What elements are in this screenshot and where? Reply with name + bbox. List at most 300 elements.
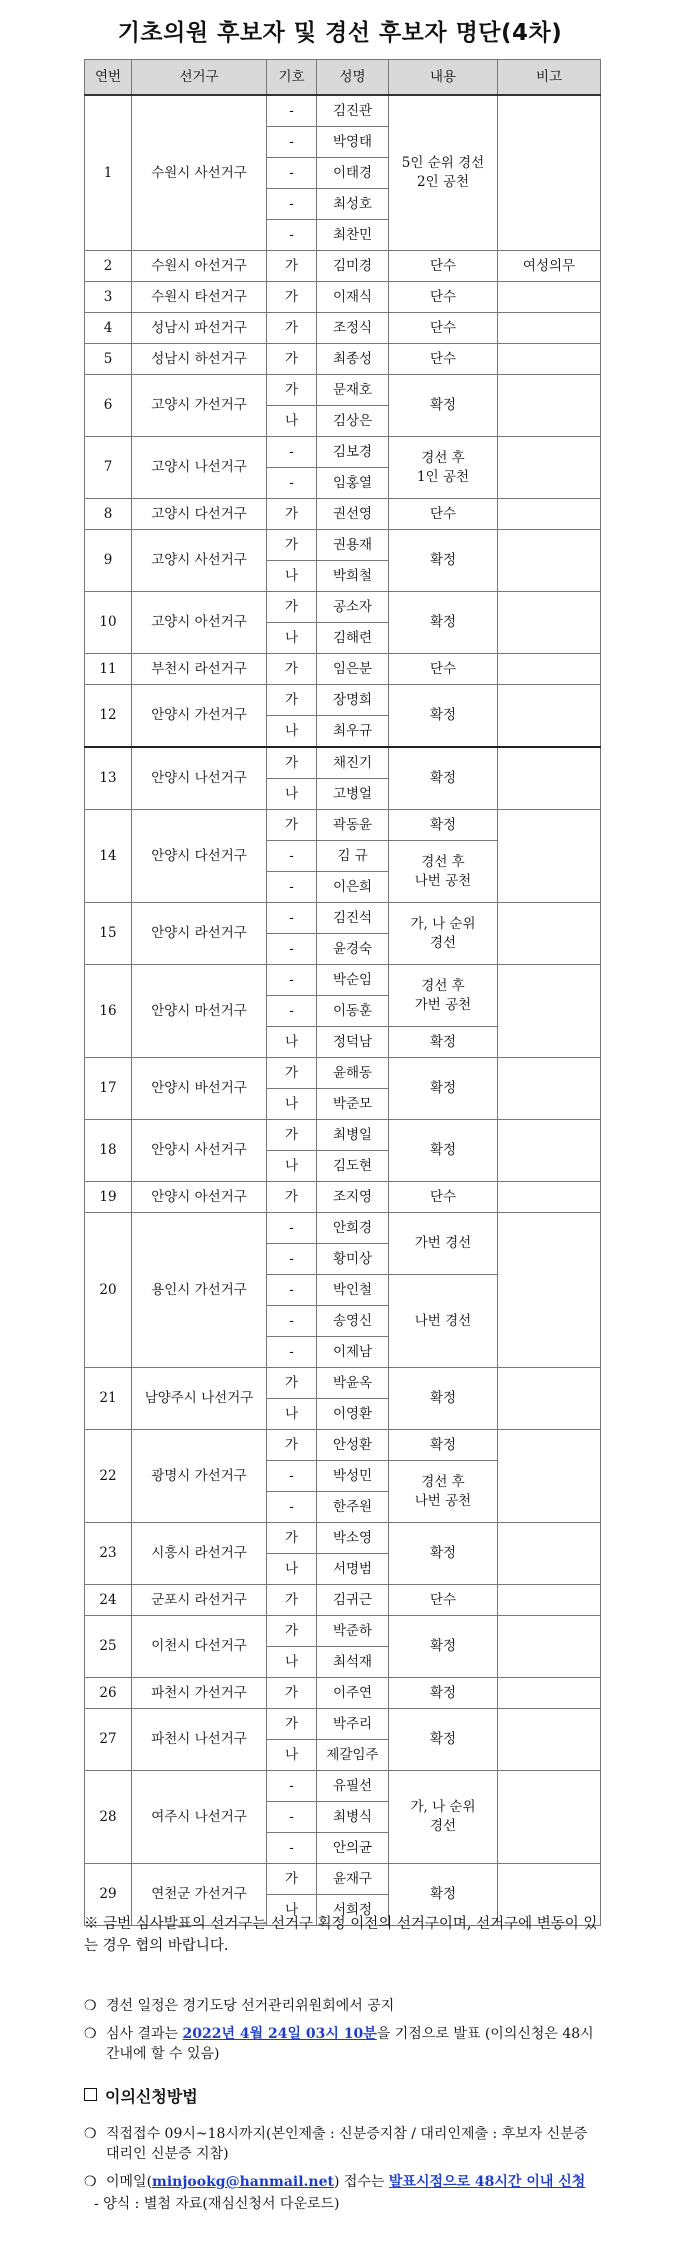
table-row [85, 344, 601, 375]
page-title: 기초의원 후보자 및 경선 후보자 명단(4차) [117, 20, 563, 46]
candidate-name-cell: 박순임 [317, 965, 389, 996]
symbol-cell: 가 [267, 1430, 317, 1461]
candidate-name-cell: 권선영 [317, 499, 389, 530]
district-group [85, 1058, 601, 1120]
district-group [85, 1213, 601, 1368]
header-name: 성명 [317, 60, 389, 96]
symbol-cell: 가 [267, 282, 317, 313]
note-cell [498, 1771, 601, 1864]
symbol-cell: 나 [267, 1647, 317, 1678]
candidate-name-cell: 이태경 [317, 158, 389, 189]
circle-bullet-icon: ❍ [84, 1998, 97, 2014]
candidate-name-cell: 최병일 [317, 1120, 389, 1151]
symbol-cell: - [267, 1306, 317, 1337]
row-number: 15 [85, 903, 132, 965]
note-cell [498, 530, 601, 592]
district-group [85, 344, 601, 375]
symbol-cell: 나 [267, 1740, 317, 1771]
district-cell: 수원시 사선거구 [132, 95, 267, 251]
content-cell: 가, 나 순위 경선 [389, 903, 498, 965]
candidate-name-cell: 이동훈 [317, 996, 389, 1027]
note-cell [498, 592, 601, 654]
table-row [85, 313, 601, 344]
row-number: 21 [85, 1368, 132, 1430]
notice-text: ※ 금번 심사발표의 선거구는 선거구 획정 이전의 선거구이며, 선거구에 변동이 있는 경우 협의 바랍니다. [84, 1916, 598, 1954]
candidate-name-cell: 최찬민 [317, 220, 389, 251]
table-row [85, 685, 601, 716]
note-cell [498, 375, 601, 437]
candidate-name-cell: 안성환 [317, 1430, 389, 1461]
symbol-cell: - [267, 872, 317, 903]
header-symbol: 기호 [267, 60, 317, 96]
content-cell: 나번 경선 [389, 1275, 498, 1368]
note-cell [498, 747, 601, 810]
note-cell [498, 965, 601, 1058]
symbol-cell: 가 [267, 1058, 317, 1089]
note-cell [498, 654, 601, 685]
candidate-name-cell: 임은분 [317, 654, 389, 685]
district-group [85, 1616, 601, 1678]
content-cell: 확정 [389, 592, 498, 654]
district-group [85, 1709, 601, 1771]
candidate-name-cell: 윤해동 [317, 1058, 389, 1089]
symbol-cell: 나 [267, 623, 317, 654]
candidate-name-cell: 안희경 [317, 1213, 389, 1244]
symbol-cell: - [267, 934, 317, 965]
content-cell: 확정 [389, 375, 498, 437]
candidate-table [84, 59, 601, 1926]
row-number: 10 [85, 592, 132, 654]
candidate-name-cell: 최병식 [317, 1802, 389, 1833]
content-cell: 단수 [389, 251, 498, 282]
schedule-text: 경선 일정은 경기도당 선거관리위원회에서 공지 [106, 1998, 395, 2014]
table-row [85, 1771, 601, 1802]
district-group [85, 1430, 601, 1523]
district-group [85, 375, 601, 437]
district-cell: 파천시 가선거구 [132, 1678, 267, 1709]
district-group [85, 251, 601, 282]
candidate-name-cell: 문재호 [317, 375, 389, 406]
symbol-cell: 가 [267, 685, 317, 716]
table-row [85, 1678, 601, 1709]
objection-list [84, 2124, 604, 2222]
row-number: 20 [85, 1213, 132, 1368]
district-cell: 고양시 아선거구 [132, 592, 267, 654]
symbol-cell: - [267, 1833, 317, 1864]
candidate-name-cell: 임홍열 [317, 468, 389, 499]
row-number: 3 [85, 282, 132, 313]
symbol-cell: - [267, 1213, 317, 1244]
list-item [84, 2194, 604, 2214]
district-cell: 광명시 가선거구 [132, 1430, 267, 1523]
row-number: 4 [85, 313, 132, 344]
table-row [85, 1709, 601, 1740]
content-cell: 확정 [389, 1368, 498, 1430]
district-cell: 성남시 하선거구 [132, 344, 267, 375]
row-number: 29 [85, 1864, 132, 1926]
table-row [85, 747, 601, 779]
row-number: 9 [85, 530, 132, 592]
district-cell: 성남시 파선거구 [132, 313, 267, 344]
content-cell: 경선 후 나번 공천 [389, 841, 498, 903]
candidate-name-cell: 박희철 [317, 561, 389, 592]
table-row [85, 654, 601, 685]
square-bullet-icon [84, 2088, 97, 2101]
district-cell: 안양시 나선거구 [132, 747, 267, 810]
announcement-list [84, 1996, 604, 2072]
candidate-name-cell: 박윤옥 [317, 1368, 389, 1399]
table-row [85, 251, 601, 282]
table-row [85, 1058, 601, 1089]
content-cell: 확정 [389, 1523, 498, 1585]
district-group [85, 95, 601, 251]
district-group [85, 530, 601, 592]
objection-title: 이의신청방법 [105, 2087, 198, 2106]
district-cell: 고양시 나선거구 [132, 437, 267, 499]
email-deadline: 발표시점으로 48시간 이내 신청 [388, 2174, 586, 2190]
district-group [85, 1182, 601, 1213]
district-cell: 남양주시 나선거구 [132, 1368, 267, 1430]
candidate-name-cell: 김진관 [317, 95, 389, 127]
symbol-cell: - [267, 965, 317, 996]
row-number: 5 [85, 344, 132, 375]
note-cell [498, 685, 601, 748]
row-number: 26 [85, 1678, 132, 1709]
district-cell: 군포시 라선거구 [132, 1585, 267, 1616]
symbol-cell: 가 [267, 1616, 317, 1647]
header-no: 연번 [85, 60, 132, 96]
symbol-cell: - [267, 437, 317, 468]
content-cell: 확정 [389, 1430, 498, 1461]
content-cell: 단수 [389, 344, 498, 375]
row-number: 16 [85, 965, 132, 1058]
symbol-cell: 가 [267, 1585, 317, 1616]
candidate-name-cell: 김귀근 [317, 1585, 389, 1616]
symbol-cell: 나 [267, 779, 317, 810]
district-cell: 여주시 나선거구 [132, 1771, 267, 1864]
content-cell: 확정 [389, 1058, 498, 1120]
symbol-cell: 가 [267, 251, 317, 282]
symbol-cell: - [267, 220, 317, 251]
symbol-cell: 가 [267, 499, 317, 530]
candidate-name-cell: 장명희 [317, 685, 389, 716]
district-cell: 안양시 라선거구 [132, 903, 267, 965]
note-cell: 여성의무 [498, 251, 601, 282]
note-cell [498, 1585, 601, 1616]
table-row [85, 499, 601, 530]
note-cell [498, 903, 601, 965]
content-cell: 확정 [389, 1864, 498, 1926]
content-cell: 확정 [389, 1120, 498, 1182]
table-row [85, 95, 601, 127]
candidate-name-cell: 박주리 [317, 1709, 389, 1740]
symbol-cell: 나 [267, 406, 317, 437]
note-cell [498, 499, 601, 530]
district-group [85, 437, 601, 499]
table-row [85, 1430, 601, 1461]
table-row [85, 437, 601, 468]
district-cell: 용인시 가선거구 [132, 1213, 267, 1368]
candidate-name-cell: 권용재 [317, 530, 389, 561]
note-cell [498, 95, 601, 251]
content-cell: 확정 [389, 685, 498, 748]
district-cell: 이천시 다선거구 [132, 1616, 267, 1678]
candidate-name-cell: 박준하 [317, 1616, 389, 1647]
content-cell: 경선 후 가번 공천 [389, 965, 498, 1027]
circle-bullet-icon: ❍ [84, 2026, 97, 2042]
symbol-cell: - [267, 903, 317, 934]
district-cell: 연천군 가선거구 [132, 1864, 267, 1926]
header-content: 내용 [389, 60, 498, 96]
header-district: 선거구 [132, 60, 267, 96]
district-group [85, 1523, 601, 1585]
row-number: 24 [85, 1585, 132, 1616]
content-cell: 5인 순위 경선 2인 공천 [389, 95, 498, 251]
symbol-cell: 가 [267, 1523, 317, 1554]
note-cell [498, 1709, 601, 1771]
candidate-name-cell: 박인철 [317, 1275, 389, 1306]
content-cell: 단수 [389, 313, 498, 344]
candidate-name-cell: 이재식 [317, 282, 389, 313]
note-cell [498, 313, 601, 344]
district-cell: 안양시 마선거구 [132, 965, 267, 1058]
form-text: - 양식 : 별첨 자료(재심신청서 다운로드) [94, 2196, 340, 2212]
review-prefix: 심사 결과는 [106, 2026, 183, 2042]
candidate-name-cell: 송영신 [317, 1306, 389, 1337]
table-row [85, 1585, 601, 1616]
list-item [84, 2024, 604, 2064]
symbol-cell: 가 [267, 344, 317, 375]
symbol-cell: 나 [267, 1399, 317, 1430]
row-number: 19 [85, 1182, 132, 1213]
candidate-name-cell: 김보경 [317, 437, 389, 468]
row-number: 23 [85, 1523, 132, 1585]
candidate-name-cell: 최성호 [317, 189, 389, 220]
symbol-cell: 나 [267, 1895, 317, 1926]
row-number: 18 [85, 1120, 132, 1182]
symbol-cell: - [267, 127, 317, 158]
symbol-cell: - [267, 996, 317, 1027]
district-cell: 수원시 타선거구 [132, 282, 267, 313]
content-cell: 확정 [389, 530, 498, 592]
symbol-cell: - [267, 1275, 317, 1306]
list-item [84, 1996, 604, 2016]
symbol-cell: - [267, 95, 317, 127]
district-group [85, 1368, 601, 1430]
content-cell: 확정 [389, 810, 498, 841]
district-cell: 파천시 나선거구 [132, 1709, 267, 1771]
symbol-cell: 가 [267, 1182, 317, 1213]
header-note: 비고 [498, 60, 601, 96]
district-cell: 안양시 가선거구 [132, 685, 267, 748]
content-cell: 확정 [389, 1709, 498, 1771]
district-cell: 고양시 가선거구 [132, 375, 267, 437]
table-row [85, 810, 601, 841]
district-group [85, 1678, 601, 1709]
candidate-name-cell: 서희정 [317, 1895, 389, 1926]
district-cell: 안양시 아선거구 [132, 1182, 267, 1213]
note-cell [498, 1058, 601, 1120]
district-cell: 안양시 다선거구 [132, 810, 267, 903]
candidate-name-cell: 유필선 [317, 1771, 389, 1802]
symbol-cell: 나 [267, 1089, 317, 1120]
note-cell [498, 1523, 601, 1585]
symbol-cell: - [267, 189, 317, 220]
row-number: 8 [85, 499, 132, 530]
candidate-name-cell: 김도현 [317, 1151, 389, 1182]
candidate-name-cell: 최종성 [317, 344, 389, 375]
symbol-cell: - [267, 468, 317, 499]
table-row [85, 965, 601, 996]
district-group [85, 282, 601, 313]
candidate-name-cell: 김진석 [317, 903, 389, 934]
candidate-name-cell: 제갈임주 [317, 1740, 389, 1771]
symbol-cell: 나 [267, 1151, 317, 1182]
district-cell: 고양시 사선거구 [132, 530, 267, 592]
symbol-cell: - [267, 841, 317, 872]
content-cell: 단수 [389, 499, 498, 530]
candidate-name-cell: 박영태 [317, 127, 389, 158]
candidate-name-cell: 조정식 [317, 313, 389, 344]
symbol-cell: 가 [267, 1678, 317, 1709]
symbol-cell: - [267, 1244, 317, 1275]
district-group [85, 313, 601, 344]
district-cell: 부천시 라선거구 [132, 654, 267, 685]
district-group [85, 747, 601, 810]
table-row [85, 903, 601, 934]
symbol-cell: - [267, 158, 317, 189]
symbol-cell: 가 [267, 313, 317, 344]
list-item [84, 2124, 604, 2164]
note-cell [498, 437, 601, 499]
content-cell: 확정 [389, 747, 498, 810]
district-cell: 안양시 바선거구 [132, 1058, 267, 1120]
district-group [85, 654, 601, 685]
candidate-name-cell: 김해련 [317, 623, 389, 654]
symbol-cell: 나 [267, 716, 317, 748]
table-row [85, 1368, 601, 1399]
symbol-cell: 가 [267, 654, 317, 685]
row-number: 6 [85, 375, 132, 437]
candidate-name-cell: 윤경숙 [317, 934, 389, 965]
email-link[interactable]: minjookg@hanmail.net [152, 2174, 334, 2190]
row-number: 27 [85, 1709, 132, 1771]
symbol-cell: 가 [267, 810, 317, 841]
content-cell: 확정 [389, 1678, 498, 1709]
symbol-cell: 가 [267, 747, 317, 779]
symbol-cell: 가 [267, 1709, 317, 1740]
candidate-name-cell: 곽동윤 [317, 810, 389, 841]
review-date: 2022년 4월 24일 03시 10분 [182, 2026, 377, 2042]
row-number: 1 [85, 95, 132, 251]
symbol-cell: - [267, 1802, 317, 1833]
district-cell: 수원시 아선거구 [132, 251, 267, 282]
candidate-name-cell: 이영환 [317, 1399, 389, 1430]
note-cell [498, 282, 601, 313]
list-item [84, 2172, 604, 2192]
note-cell [498, 1213, 601, 1368]
content-cell: 단수 [389, 282, 498, 313]
content-cell: 가번 경선 [389, 1213, 498, 1275]
note-cell [498, 1430, 601, 1523]
table-row [85, 1864, 601, 1895]
table-row [85, 530, 601, 561]
symbol-cell: 가 [267, 530, 317, 561]
candidate-name-cell: 최석재 [317, 1647, 389, 1678]
district-cell: 시흥시 라선거구 [132, 1523, 267, 1585]
district-cell: 안양시 사선거구 [132, 1120, 267, 1182]
row-number: 7 [85, 437, 132, 499]
content-cell: 단수 [389, 1182, 498, 1213]
row-number: 22 [85, 1430, 132, 1523]
table-row [85, 592, 601, 623]
table-row [85, 1182, 601, 1213]
symbol-cell: - [267, 1337, 317, 1368]
candidate-name-cell: 최우규 [317, 716, 389, 748]
candidate-name-cell: 김미경 [317, 251, 389, 282]
table-row [85, 1616, 601, 1647]
visit-text: 직접접수 09시~18시까지(본인제출 : 신분증지참 / 대리인제출 : 후보자 신분증 대리인 신분증 지참) [106, 2126, 588, 2162]
candidate-name-cell: 서명범 [317, 1554, 389, 1585]
district-group [85, 965, 601, 1058]
candidate-name-cell: 박소영 [317, 1523, 389, 1554]
candidate-name-cell: 정덕남 [317, 1027, 389, 1058]
candidate-name-cell: 한주원 [317, 1492, 389, 1523]
row-number: 13 [85, 747, 132, 810]
symbol-cell: 가 [267, 1120, 317, 1151]
note-cell [498, 1678, 601, 1709]
symbol-cell: 나 [267, 561, 317, 592]
district-group [85, 1771, 601, 1864]
candidate-name-cell: 박준모 [317, 1089, 389, 1120]
district-group [85, 499, 601, 530]
content-cell: 단수 [389, 1585, 498, 1616]
row-number: 11 [85, 654, 132, 685]
note-cell [498, 1120, 601, 1182]
candidate-name-cell: 채진기 [317, 747, 389, 779]
note-cell [498, 810, 601, 903]
row-number: 2 [85, 251, 132, 282]
content-cell: 확정 [389, 1616, 498, 1678]
candidate-name-cell: 이주연 [317, 1678, 389, 1709]
symbol-cell: 가 [267, 1864, 317, 1895]
candidate-name-cell: 황미상 [317, 1244, 389, 1275]
email-prefix: 이메일( [106, 2174, 153, 2190]
table-row [85, 375, 601, 406]
district-cell: 고양시 다선거구 [132, 499, 267, 530]
district-group [85, 1120, 601, 1182]
content-cell: 경선 후 나번 공천 [389, 1461, 498, 1523]
note-cell [498, 1616, 601, 1678]
table-row [85, 282, 601, 313]
symbol-cell: - [267, 1461, 317, 1492]
row-number: 28 [85, 1771, 132, 1864]
district-group [85, 685, 601, 748]
content-cell: 단수 [389, 654, 498, 685]
symbol-cell: 나 [267, 1027, 317, 1058]
row-number: 14 [85, 810, 132, 903]
circle-bullet-icon: ❍ [84, 2126, 97, 2142]
table-header-row [85, 60, 601, 96]
district-group [85, 1585, 601, 1616]
symbol-cell: - [267, 1771, 317, 1802]
review-suffix: 을 기점으로 발표 (이의신청은 48시간내에 할 수 있음) [106, 2026, 594, 2062]
candidate-name-cell: 안의균 [317, 1833, 389, 1864]
candidate-name-cell: 박성민 [317, 1461, 389, 1492]
row-number: 17 [85, 1058, 132, 1120]
candidate-name-cell: 이제남 [317, 1337, 389, 1368]
symbol-cell: 나 [267, 1554, 317, 1585]
